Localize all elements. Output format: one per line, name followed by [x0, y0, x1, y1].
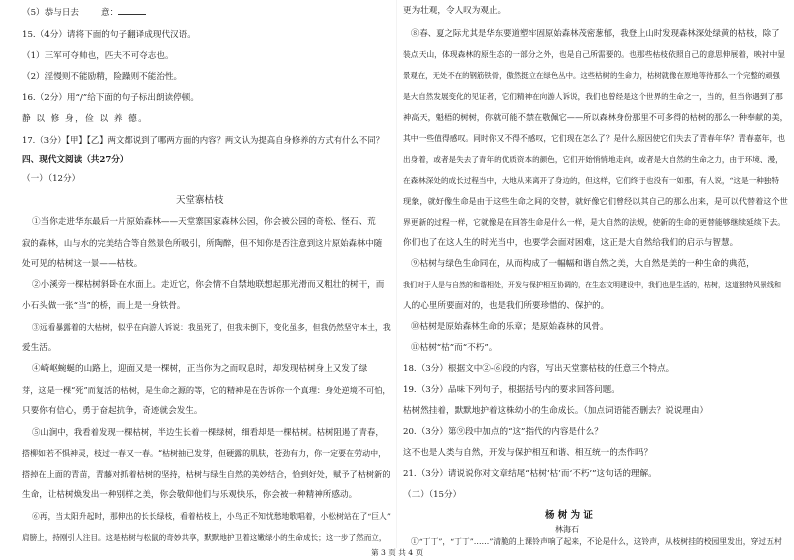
- q15-item1: （1）三军可夺帅也，匹夫不可夺志也。: [22, 51, 174, 61]
- question-18: 18.（3分）根据文中②-⑥段的内容，写出天堂寨枯枝的任意三个特点。: [403, 364, 675, 374]
- para-4-line3: 只要你有信心，勇于奋起抗争，奇迹就会发生。: [22, 406, 203, 416]
- para-9-line3: 人的心里所要面对的，也是我们所要珍惜的、保护的。: [403, 301, 610, 311]
- para-8-line2: 装点天山，体现森林的原生态的一部分之外，也是自己所需要的。也那些枯枝依照自己的意思伸展着，映衬中显: [403, 50, 786, 59]
- para-2-line1: ②小溪旁一棵枯树斜卧在水面上。走近它，你会情不自禁地联想起那光滑而又粗壮的树干，而: [32, 280, 385, 290]
- passage-2-title: 杨 树 为 证: [545, 510, 593, 521]
- para-8-line9: 现象，就好像生命是由于这些生命之间的交替，就好像它们曾经以其自己的那么出来，是可以代替着这个世: [403, 196, 788, 206]
- para-8-line1: ⑧春、夏之际尤其是华东要道塑牢固原始森林茂密葱郁，我登上山时发现森林深处绿黄的枯枝，除了: [411, 28, 780, 38]
- q20-sentence: 这不也是人类与自然，开发与保护相互和谐、相互统一的杰作吗？: [403, 448, 653, 458]
- para-5-line3: 搭掉在上面的青苗，青藤对抓着枯树的坚持，枯树与绿生自然的美妙结合，恰到好处，赋予了枯树新的: [22, 469, 391, 479]
- question-16: 16.（2分）用“/”给下面的句子标出朗读停顿。: [22, 93, 199, 103]
- para-2-line2: 小石头做一张“当”的桥，而上是一身铁骨。: [22, 301, 186, 311]
- subsection-1: （一）（12分）: [22, 174, 81, 184]
- para-8-line11: 你们也了在这人生的时光当中，也要学会面对困难，这正是大自然给我们的启示与智慧。: [403, 238, 739, 248]
- para-3-line1: ③远看暴露着的大枯树，似乎在向游人诉说：我虽死了，但我未倒下，变化虽多，但我仍然坚守本土，我: [32, 323, 391, 332]
- q19-sentence: 枯树然挂着，默默地护着这株幼小的生命成长。（加点词语能否删去？说说理由）: [403, 406, 709, 416]
- para-4-line2: 芽，这是一棵“死”而复活的枯树，是生命之源的等，它的精神是在告诉你一个真理：身处逆境不可怕，: [22, 385, 391, 395]
- passage-title: 天堂寨枯枝: [176, 195, 224, 206]
- question-21: 21.（3分）请说说你对文章结尾“枯树‘枯’而‘不朽’”这句话的理解。: [403, 469, 657, 479]
- para-7-end: 更为壮观，令人叹为观止。: [403, 6, 507, 16]
- para-8-line3: 景观在，无处不在的钢筋铁骨，傲然挺立在绿色丛中。这些枯树的生命力，枯树就像在原地等待那么一个完整的顽强: [403, 71, 780, 80]
- para-8-line8: 在森林深处的成长过程当中，大地从来离开了身边的，但这样，它们终于也没有一如那，有人说，“这是一种独特: [403, 176, 779, 185]
- passage-2-author: 林海石: [555, 525, 579, 534]
- para-8-line10: 界更新的过程一样，它就像是在回答生命是什么一样，是大自然的法规，使新的生命的更替能够继续延续下去。: [403, 218, 786, 227]
- para-1-line2: 寂的森林，山与水的完美结合等自然景色所吸引，所陶醉，但不知你是否注意到这片原始森林中随: [22, 238, 383, 248]
- para-8-line4: 是大自然发展变化的见证者，它们精神在向游人诉说，我们也曾经是这个世界的生命之一，当的，但当你遇到了那: [403, 92, 783, 101]
- para-8-line6: 其中一些值得感叹。同时你又不得不感叹，它们现在怎么了？是什么原因使它们失去了青春年华？青春嘉年，也: [403, 134, 786, 143]
- para-1-line1: ①当你走进华东最后一片原始森林——天堂寨国家森林公园，你会被公园的奇松、怪石、荒: [32, 217, 376, 227]
- para-9-line1: ⑨枯树与绿色生命同在，从而构成了一幅幅和谐自然之美，大自然是美的一种生命的典范，: [411, 259, 755, 269]
- para-1-line3: 处可见的枯树这一景——枯枝。: [22, 259, 143, 269]
- para-6-line2: 肩膀上，持刚引人注目。这是枯树与松鼠的奇妙共享，默默地护卫着这嫩绿小的生命成长；这一步了然而立，: [22, 533, 387, 542]
- para-4-line1: ④崎岖蜿蜒的山路上，迎面又是一棵树，正当你为之而叹息时，却发现枯树身上又发了绿: [32, 364, 368, 374]
- subsection-2: （二）（15分）: [403, 490, 462, 500]
- section-heading: 四、现代文阅读（共27分）: [22, 155, 129, 165]
- q16-sentence: 静 以 修 身，俭 以 养 德。: [22, 114, 149, 124]
- para-9-line2: 我们对于人是与自然的和谐相处，开发与保护相互协调的，在生态文明建设中，我们也是生活的，枯树，这道独特风景线和: [403, 281, 781, 289]
- passage-2-para-1: ①“丁丁”，“丁丁”……”清脆的上课铃声响了起来，不论是什么，这铃声，从枝树挂的校园里发出，穿过五村: [411, 537, 782, 546]
- answer-blank[interactable]: [118, 6, 146, 15]
- para-6-line1: ⑥再，当太阳升起时，那伸出的长长绿枝，看着枯枝上，小鸟正不知忧愁地歌唱着，小松树站在了“巨人”: [32, 512, 391, 521]
- para-11: ⑪枯树“枯”而“不朽”。: [411, 343, 498, 353]
- para-8-line5: 神高天，魁梧的树树，你就可能不禁在敬佩它——所以森林身份那里不可多得的枯树的那么一种奉献的美，: [403, 112, 788, 122]
- para-10: ⑩枯树是原始森林生命的乐章；是原始森林的风骨。: [411, 322, 609, 332]
- q14-item5: （5）恭与日去 意：: [22, 6, 146, 19]
- para-5-line1: ⑤山涧中，我看着发现一棵枯树，半边生长着一棵绿树，细看却是一棵枯树。枯树阻遏了青春，: [32, 427, 384, 437]
- question-19: 19.（3分）品味下列句子，根据括号内的要求回答问题。: [403, 385, 620, 395]
- column-divider: [396, 0, 397, 548]
- para-5-line4: 生命，让枯树焕发出一种别样之美，你会敬仰他们与乐观快乐，你会被一种精神所感动。: [22, 490, 358, 500]
- q15-item2: （2）淫慢则不能励精，险躁则不能治性。: [22, 72, 183, 82]
- para-3-line2: 爱生活。: [22, 343, 57, 353]
- para-5-line2: 搭柳如若不惧神灵，枝过一春又一春。“枯树抽已发芽，但硬露的肌肤，苍劲有力，你一定要在劳动中，: [22, 449, 387, 458]
- page-footer: 第 3 页 共 4 页: [370, 548, 424, 557]
- question-15: 15.（4分）请将下面的句子翻译成现代汉语。: [22, 30, 196, 40]
- para-8-line7: 出身着，或者是失去了青年的优质资本的颜色，它们开始悄悄地走向，或者是大自然的生命之力，由于环境、漫，: [403, 155, 783, 164]
- question-20: 20.（3分）第⑨段中加点的“这”指代的内容是什么？: [403, 427, 603, 437]
- question-17: 17.（3分）【甲】【乙】两文都说到了哪两方面的内容？两文认为提高自身修养的方式有什么不同？: [22, 135, 385, 145]
